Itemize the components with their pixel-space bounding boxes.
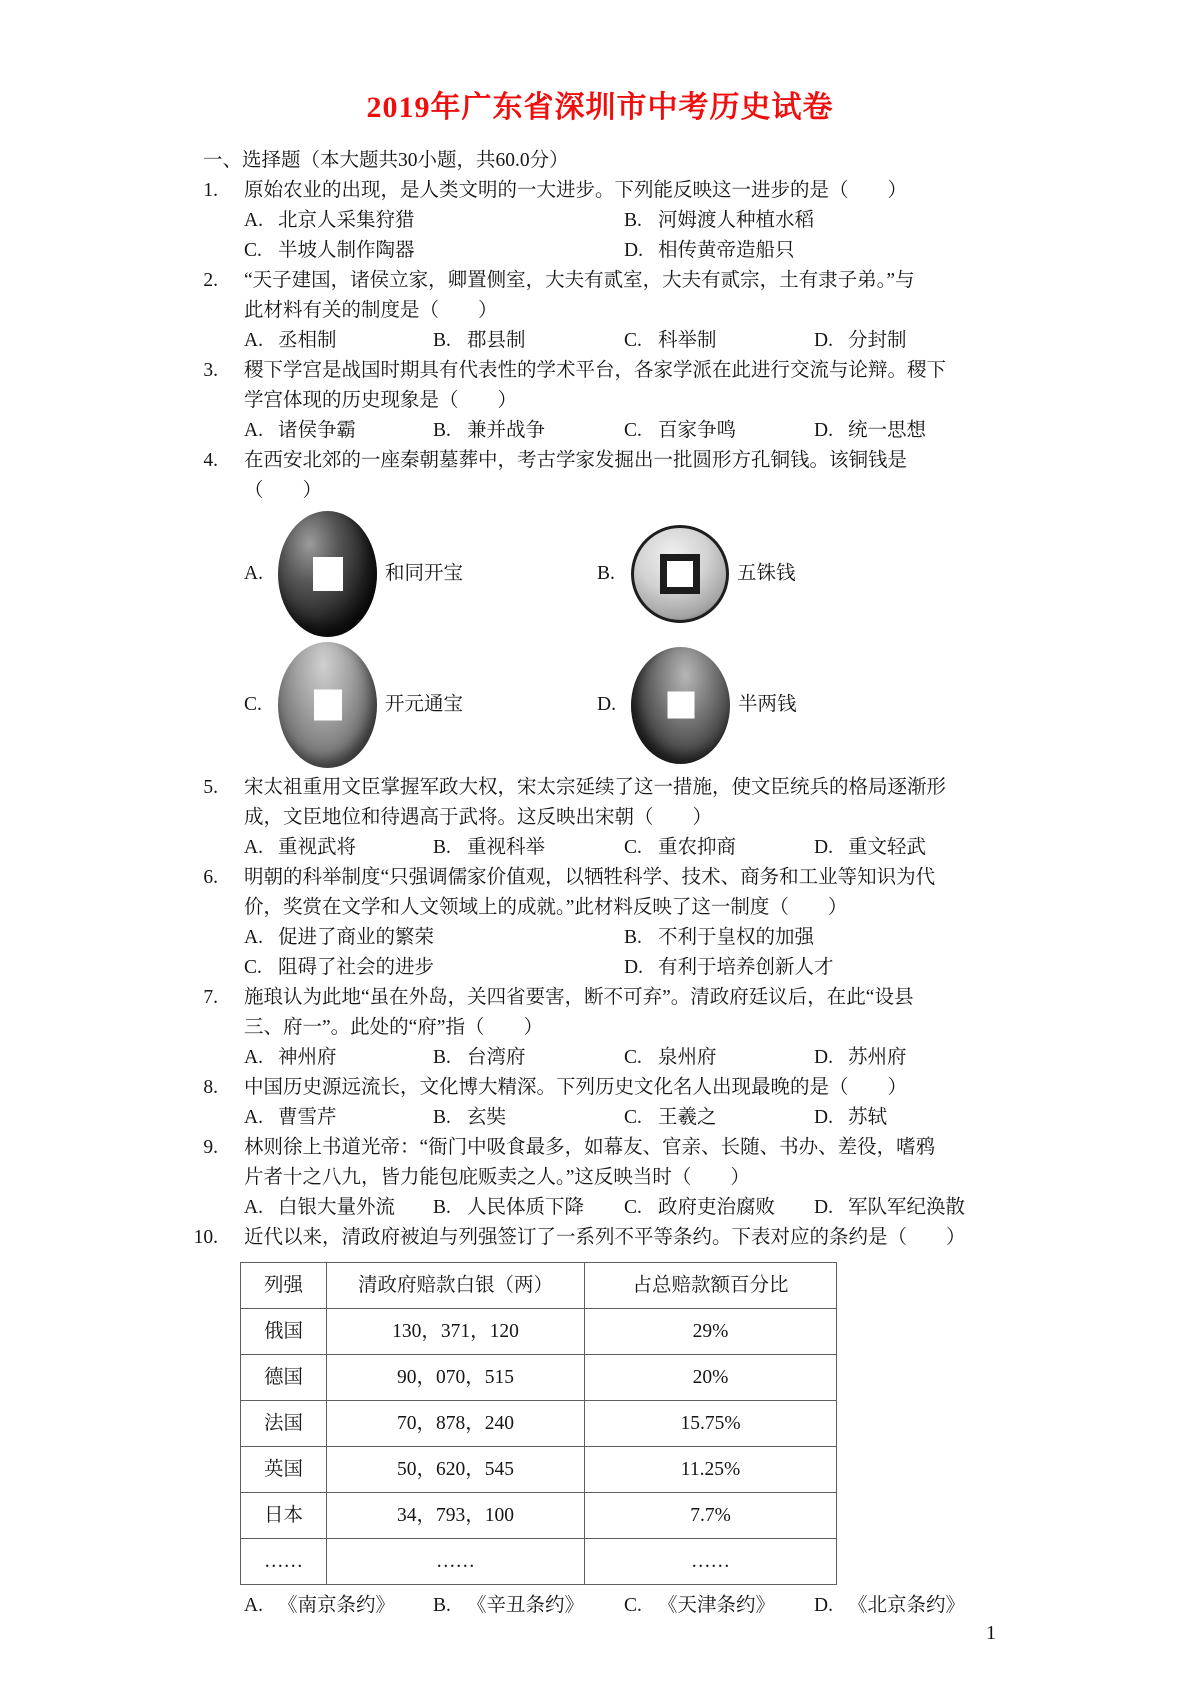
table-cell: 70，878，240 [327, 1401, 585, 1447]
options-row [244, 206, 950, 266]
question-number: 10. [193, 1227, 218, 1248]
question-number: 1. [203, 180, 218, 201]
options-row [244, 326, 950, 356]
question-number: 5. [203, 777, 218, 798]
option-a: A. 诸侯争霸 [244, 420, 357, 441]
table-row [241, 1539, 837, 1585]
option-c: C. 百家争鸣 [624, 420, 737, 441]
coin-square-hole [313, 557, 343, 591]
question-text: 三、府一”。此处的“府”指（ ） [244, 1017, 543, 1038]
options-row [244, 1193, 966, 1223]
coin-options-row-2 [244, 642, 950, 768]
option-c: C. 王羲之 [624, 1107, 717, 1128]
option-c: C. 开元通宝 [244, 642, 597, 768]
option-c: C. 《天津条约》 [624, 1595, 776, 1616]
option-b: B. 台湾府 [433, 1047, 526, 1068]
option-b: B. 不利于皇权的加强 [624, 927, 815, 948]
option-a: A. 北京人采集狩猎 [244, 210, 415, 231]
table-header-cell: 占总赔款额百分比 [585, 1263, 837, 1309]
option-d: D. 分封制 [814, 330, 907, 351]
question-6 [190, 863, 950, 983]
question-number: 6. [203, 867, 218, 888]
options-row [244, 1591, 966, 1621]
question-text: 宋太祖重用文臣掌握军政大权，宋太宗延续了这一措施，使文臣统兵的格局逐渐形 [244, 777, 947, 798]
option-d: D. 有利于培养创新人才 [624, 957, 834, 978]
question-8 [190, 1073, 950, 1133]
table-cell: 11.25% [585, 1447, 837, 1493]
option-d: D. 统一思想 [814, 420, 927, 441]
table-cell: 法国 [241, 1401, 327, 1447]
coin-square-hole [667, 692, 694, 719]
option-b: B. 河姆渡人种植水稻 [624, 210, 815, 231]
option-c: C. 科举制 [624, 330, 717, 351]
coin-square-hole [314, 690, 342, 721]
table-cell: 7.7% [585, 1493, 837, 1539]
question-text: 林则徐上书道光帝：“衙门中吸食最多，如幕友、官亲、长随、书办、差役，嗜鸦 [244, 1137, 936, 1158]
table-row [241, 1447, 837, 1493]
options-row [244, 416, 950, 446]
option-d: D. 《北京条约》 [814, 1595, 966, 1616]
option-d: D. 苏轼 [814, 1107, 888, 1128]
question-text: 原始农业的出现，是人类文明的一大进步。下列能反映这一进步的是（ ） [244, 180, 908, 201]
question-text: 明朝的科举制度“只强调儒家价值观，以牺牲科学、技术、商务和工业等知识为代 [244, 867, 936, 888]
table-cell: …… [241, 1539, 327, 1585]
table-row [241, 1493, 837, 1539]
question-text: 施琅认为此地“虽在外岛，关四省要害，断不可弃”。清政府廷议后，在此“设县 [244, 987, 914, 1008]
option-a: A. 神州府 [244, 1047, 337, 1068]
kaiyuan-tongbao-coin-image [278, 642, 377, 768]
table-cell: 34，793，100 [327, 1493, 585, 1539]
question-text: 片者十之八九，皆力能包庇贩卖之人。”这反映当时（ ） [244, 1167, 750, 1188]
options-row [244, 923, 950, 983]
table-cell: 15.75% [585, 1401, 837, 1447]
question-text: 此材料有关的制度是（ ） [244, 300, 498, 321]
table-header-cell: 列强 [241, 1263, 327, 1309]
table-cell: 50，620，545 [327, 1447, 585, 1493]
question-text: “天子建国，诸侯立家，卿置侧室，大夫有贰室，大夫有贰宗，土有隶子弟。”与 [244, 270, 915, 291]
question-text: 成，文臣地位和待遇高于武将。这反映出宋朝（ ） [244, 807, 713, 828]
question-number: 2. [203, 270, 218, 291]
option-a: A. 《南京条约》 [244, 1595, 396, 1616]
table-row [241, 1401, 837, 1447]
coin-options-row-1 [244, 511, 950, 637]
option-d: D. 重文轻武 [814, 837, 927, 858]
options-row [244, 1043, 950, 1073]
table-cell: 英国 [241, 1447, 327, 1493]
question-number: 7. [203, 987, 218, 1008]
option-b: B. 五铢钱 [597, 525, 950, 623]
question-text: 价，奖赏在文学和人文领域上的成就。”此材料反映了这一制度（ ） [244, 897, 848, 918]
option-b: B. 人民体质下降 [433, 1197, 585, 1218]
table-cell: …… [585, 1539, 837, 1585]
question-text: （ ） [244, 480, 323, 501]
table-cell: 日本 [241, 1493, 327, 1539]
question-text: 在西安北郊的一座秦朝墓葬中，考古学家发掘出一批圆形方孔铜钱。该铜钱是 [244, 450, 908, 471]
question-2 [190, 266, 950, 356]
option-c: C. 泉州府 [624, 1047, 717, 1068]
option-b: B. 《辛丑条约》 [433, 1595, 585, 1616]
option-a: A. 重视武将 [244, 837, 357, 858]
option-a: A. 曹雪芹 [244, 1107, 337, 1128]
question-text: 学宫体现的历史现象是（ ） [244, 390, 518, 411]
option-b: B. 重视科举 [433, 837, 546, 858]
option-d: D. 半两钱 [597, 647, 950, 764]
table-cell: 德国 [241, 1355, 327, 1401]
question-text: 近代以来，清政府被迫与列强签订了一系列不平等条约。下表对应的条约是（ ） [244, 1227, 966, 1248]
table-cell: 29% [585, 1309, 837, 1355]
table-cell: 90，070，515 [327, 1355, 585, 1401]
section-heading: 一、选择题（本大题共30小题，共60.0分） [203, 150, 569, 171]
table-cell: 20% [585, 1355, 837, 1401]
options-row [244, 1103, 950, 1133]
table-header-row [241, 1263, 837, 1309]
option-a: A. 丞相制 [244, 330, 337, 351]
question-3 [190, 356, 950, 446]
option-a: A. 白银大量外流 [244, 1197, 396, 1218]
wuzhu-coin-image [631, 525, 729, 623]
option-c: C. 重农抑商 [624, 837, 737, 858]
option-a: A. 和同开宝 [244, 511, 597, 637]
hetong-kaibao-coin-image [278, 511, 377, 637]
option-a: A. 促进了商业的繁荣 [244, 927, 435, 948]
option-b: B. 玄奘 [433, 1107, 507, 1128]
table-cell: 130，371，120 [327, 1309, 585, 1355]
question-10 [190, 1223, 966, 1621]
question-7 [190, 983, 950, 1073]
option-d: D. 苏州府 [814, 1047, 907, 1068]
option-c: C. 阻碍了社会的进步 [244, 957, 435, 978]
question-5 [190, 773, 950, 863]
question-4 [190, 446, 950, 773]
option-c: C. 半坡人制作陶器 [244, 240, 415, 261]
page-title: 2019年广东省深圳市中考历史试卷 [366, 91, 834, 124]
options-row [244, 833, 950, 863]
table-cell: …… [327, 1539, 585, 1585]
table-cell: 俄国 [241, 1309, 327, 1355]
question-9 [190, 1133, 966, 1223]
banliang-coin-image [631, 647, 730, 764]
question-1 [190, 176, 950, 266]
question-number: 8. [203, 1077, 218, 1098]
table-row [241, 1355, 837, 1401]
table-header-cell: 清政府赔款白银（两） [327, 1263, 585, 1309]
question-text: 中国历史源远流长，文化博大精深。下列历史文化名人出现最晚的是（ ） [244, 1077, 908, 1098]
question-number: 3. [203, 360, 218, 381]
question-text: 稷下学宫是战国时期具有代表性的学术平台，各家学派在此进行交流与论辩。稷下 [244, 360, 947, 381]
option-b: B. 兼并战争 [433, 420, 546, 441]
option-b: B. 郡县制 [433, 330, 526, 351]
question-number: 9. [203, 1137, 218, 1158]
page-number: 1 [986, 1622, 996, 1644]
question-number: 4. [203, 450, 218, 471]
table-row [241, 1309, 837, 1355]
coin-square-hole [660, 554, 700, 594]
option-d: D. 相传黄帝造船只 [624, 240, 795, 261]
option-c: C. 政府吏治腐败 [624, 1197, 776, 1218]
option-d: D. 军队军纪涣散 [814, 1197, 966, 1218]
exam-content [190, 146, 966, 1621]
indemnity-table [240, 1262, 837, 1585]
